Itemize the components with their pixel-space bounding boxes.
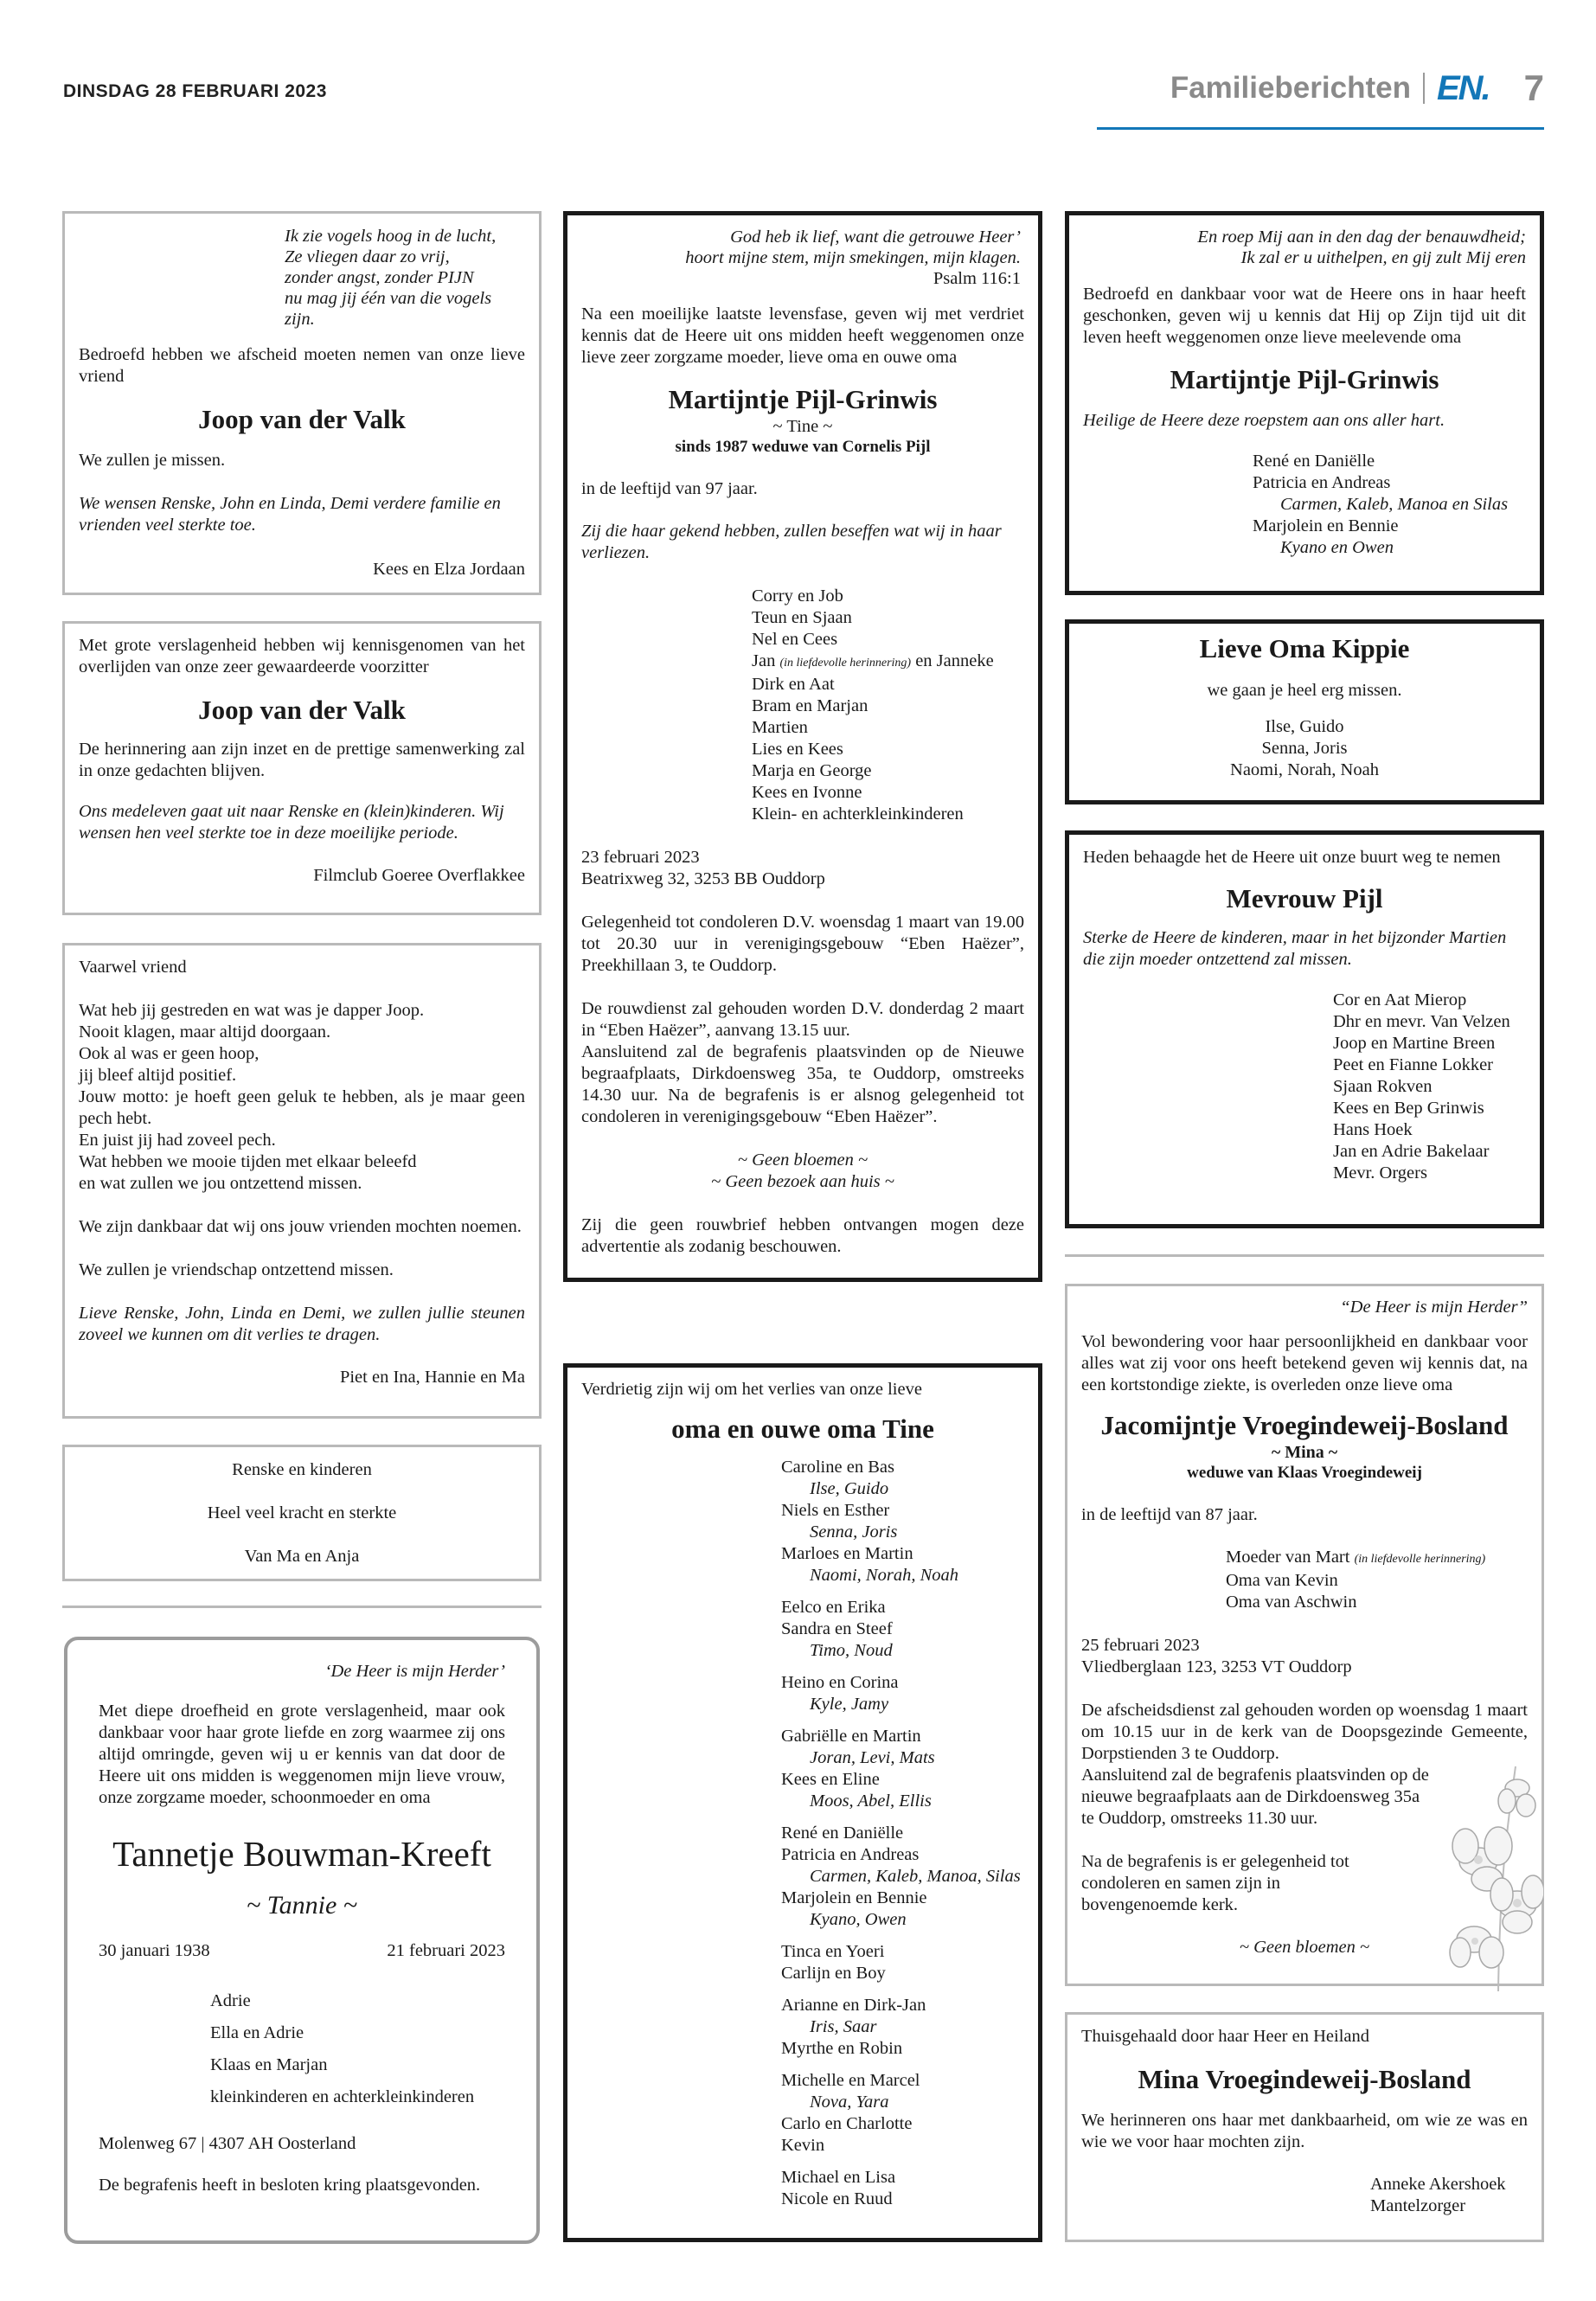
family-member: Iris, Saar — [810, 2017, 877, 2036]
neighbor: Dhr en mevr. Van Velzen — [1333, 1012, 1510, 1031]
family-member: Marjolein en Bennie — [1253, 516, 1399, 535]
deceased-name: Martijntje Pijl-Grinwis — [1170, 364, 1439, 394]
family-member: Naomi, Norah, Noah — [1230, 760, 1379, 779]
notice-quote: Zij die haar gekend hebben, zullen beseffen wat wij in haar verliezen. — [581, 522, 1002, 562]
family-member: Kyle, Jamy — [810, 1695, 889, 1714]
notice-friendship: We zullen je vriendschap ontzettend missen. — [79, 1260, 394, 1279]
family-member: Tinca en Yoeri — [781, 1942, 885, 1961]
family-member: Sandra en Steef — [781, 1619, 893, 1638]
life-dates — [99, 1940, 505, 1962]
notice-opening: Vaarwel vriend — [79, 958, 187, 977]
family-group — [781, 1672, 1024, 1715]
family-member: Oma van Aschwin — [1226, 1593, 1357, 1612]
poem-line: nu mag jij één van die vogels zijn. — [285, 289, 492, 329]
family-member: Patricia en Andreas — [781, 1845, 920, 1864]
family-group — [781, 2167, 1024, 2210]
deceased-name: Mevrouw Pijl — [1226, 883, 1383, 913]
family-member: Arianne en Dirk-Jan — [781, 1996, 926, 2015]
family-group — [781, 2070, 1024, 2157]
family-list — [752, 586, 1024, 825]
notice-quote: Sterke de Heere de kinderen, maar in het bijzonder Martien die zijn moeder ontzettend zal missen. — [1083, 928, 1507, 969]
family-member: Ilse, Guido — [810, 1479, 889, 1498]
after-line: Na de begrafenis is er gelegenheid tot — [1081, 1852, 1349, 1871]
notice-wish: Ons medeleven gaat uit naar Renske en (klein)kinderen. Wij wensen hen veel sterkte toe in deze moeilijke periode. — [79, 802, 504, 843]
notice-oma-kippie — [1065, 619, 1544, 804]
family-member: Naomi, Norah, Noah — [810, 1566, 958, 1585]
deceased-name: oma en ouwe oma Tine — [671, 1413, 934, 1444]
notice-quote: Heilige de Heere deze roepstem aan ons aller hart. — [1083, 411, 1445, 430]
poem-line: Ook al was er geen hoop, — [79, 1044, 260, 1063]
family-member: Myrthe en Robin — [781, 2039, 903, 2058]
death-date: 21 februari 2023 — [387, 1941, 505, 1960]
notice-motto: ‘De Heer is mijn Herder’ — [324, 1662, 505, 1681]
neighbor: Sjaan Rokven — [1333, 1077, 1433, 1096]
deceased-name: Mina Vroegindeweij-Bosland — [1138, 2064, 1471, 2094]
neighbor: Joop en Martine Breen — [1333, 1034, 1496, 1053]
notice-burial: Aansluitend zal de begrafenis plaatsvinden op de Nieuwe begraafplaats, Dirkdoensweg 35a, te Ouddorp, omstreeks 14.30 uur. Na de begrafenis is er alsnog gelegenheid tot condoleren in verenigingsgebouw “Eben Haëzer”. — [581, 1042, 1024, 1126]
notice-motto: “De Heer is mijn Herder” — [1340, 1298, 1528, 1317]
signature-line: Anneke Akershoek — [1370, 2175, 1506, 2194]
grandchildren-list — [781, 1457, 1024, 2210]
family-member: René en Daniëlle — [1253, 452, 1375, 471]
notice-intro: Heden behaagde het de Heere uit onze buurt weg te nemen — [1083, 848, 1501, 867]
notice-text: we gaan je heel erg missen. — [1207, 681, 1402, 700]
family-name: Jan — [752, 651, 776, 670]
birth-date: 30 januari 1938 — [99, 1941, 210, 1960]
family-member: kleinkinderen en achterkleinkinderen — [210, 2087, 475, 2106]
family-member: Carlo en Charlotte — [781, 2114, 913, 2133]
family-member: Senna, Joris — [810, 1522, 898, 1541]
family-member: Kyano en Owen — [1280, 538, 1394, 557]
notice-joop-jordaan — [62, 211, 542, 595]
family-member: Nel en Cees — [752, 630, 838, 649]
family-member: Corry en Job — [752, 586, 843, 606]
family-member: Moos, Abel, Ellis — [810, 1791, 932, 1811]
family-member: Ilse, Guido — [1265, 717, 1344, 736]
family-name: en Janneke — [915, 651, 994, 670]
notice-intro: Thuisgehaald door haar Heer en Heiland — [1081, 2027, 1369, 2046]
no-flowers: ~ Geen bloemen ~ — [1239, 1938, 1370, 1957]
notice-text: We herinneren ons haar met dankbaarheid, om wie ze was en wie we voor haar mochten zijn. — [1081, 2111, 1528, 2151]
neighbor: Cor en Aat Mierop — [1333, 990, 1467, 1009]
poem-line: Ik zie vogels hoog in de lucht, — [285, 227, 497, 246]
notice-address: Vliedberglaan 123, 3253 VT Ouddorp — [1081, 1657, 1352, 1676]
notice-signature: Kees en Elza Jordaan — [373, 560, 525, 579]
family-member: Carmen, Kaleb, Manoa en Silas — [1280, 495, 1509, 514]
notice-mevrouw-pijl — [1065, 830, 1544, 1228]
family-list — [1226, 1547, 1528, 1613]
after-line: bovengenoemde kerk. — [1081, 1895, 1239, 1914]
family-member: Timo, Noud — [810, 1641, 893, 1660]
deceased-name: Martijntje Pijl-Grinwis — [668, 384, 938, 414]
deceased-name: Joop van der Valk — [198, 404, 406, 434]
notice-mina — [1065, 2012, 1544, 2242]
family-member: Michael en Lisa — [781, 2168, 896, 2187]
poem-line: Wat heb jij gestreden en wat was je dapper Joop. — [79, 1001, 425, 1020]
family-member — [752, 651, 1024, 674]
family-member: Dirk en Aat — [752, 675, 835, 694]
family-member: Martien — [752, 718, 808, 737]
family-name: Moeder van Mart — [1226, 1548, 1350, 1567]
poem-line: Nooit klagen, maar altijd doorgaan. — [79, 1022, 331, 1042]
notice-martijntje-family — [563, 211, 1042, 1282]
poem-line: jij bleef altijd positief. — [79, 1066, 237, 1085]
family-member: Carlijn en Boy — [781, 1964, 886, 1983]
burial-line: nieuwe begraafplaats aan de Dirkdoensweg 35a — [1081, 1787, 1420, 1806]
family-member: Eelco en Erika — [781, 1598, 886, 1617]
notice-signature: Filmclub Goeree Overflakkee — [313, 866, 525, 885]
deceased-name: Joop van der Valk — [198, 695, 406, 725]
family-member: Lies en Kees — [752, 740, 843, 759]
en-logo: EN. — [1436, 68, 1490, 107]
family-member: Senna, Joris — [1261, 739, 1348, 758]
no-flowers: ~ Geen bloemen ~ — [737, 1150, 869, 1170]
memory-note: (in liefdevolle herinnering) — [1354, 1553, 1486, 1566]
notice-age: in de leeftijd van 97 jaar. — [581, 479, 758, 498]
notice-text: De herinnering aan zijn inzet en de prettige samenwerking zal in onze gedachten blijven. — [79, 740, 525, 780]
header-rule — [1097, 127, 1544, 130]
family-list — [210, 1985, 505, 2113]
family-member: Nicole en Ruud — [781, 2189, 893, 2208]
neighbor: Peet en Fianne Lokker — [1333, 1055, 1494, 1074]
family-member: Caroline en Bas — [781, 1458, 894, 1477]
signature-line: Mantelzorger — [1370, 2196, 1466, 2215]
farewell-poem — [79, 1000, 525, 1195]
widow-note: sinds 1987 weduwe van Cornelis Pijl — [675, 438, 931, 456]
page-date: DINSDAG 28 FEBRUARI 2023 — [63, 81, 327, 101]
family-member: Marja en George — [752, 761, 872, 780]
deceased-nickname: ~ Mina ~ — [1271, 1443, 1338, 1462]
family-group — [781, 1597, 1024, 1662]
family-group — [781, 1995, 1024, 2060]
column-divider — [1065, 1254, 1544, 1257]
after-line: condoleren en samen zijn in — [1081, 1874, 1280, 1893]
neighbor: Jan en Adrie Bakelaar — [1333, 1142, 1490, 1161]
deceased-name: Jacomijntje Vroegindeweij-Bosland — [1100, 1410, 1509, 1440]
notice-intro: Vol bewondering voor haar persoonlijkheid en dankbaar voor alles wat zij voor ons heeft betekend geven wij kennis dat, na een kortstondige ziekte, is overleden onze lieve oma — [1081, 1332, 1528, 1394]
family-member: Patricia en Andreas — [1253, 473, 1391, 492]
notice-address: Beatrixweg 32, 3253 BB Ouddorp — [581, 869, 825, 888]
deceased-name: Lieve Oma Kippie — [1199, 633, 1410, 663]
notice-renske — [62, 1445, 542, 1581]
notice-martijntje-grandchildren — [1065, 211, 1544, 595]
family-member: Kees en Eline — [781, 1770, 880, 1789]
family-member: Carmen, Kaleb, Manoa, Silas — [810, 1867, 1021, 1886]
family-member — [1226, 1547, 1528, 1570]
notice-service: De rouwdienst zal gehouden worden D.V. donderdag 2 maart in “Eben Haëzer”, aanvang 13.15 uur. — [581, 999, 1024, 1040]
bible-verse — [1083, 227, 1526, 268]
notice-line: Van Ma en Anja — [244, 1547, 360, 1566]
burial-line: te Ouddorp, omstreeks 11.30 uur. — [1081, 1809, 1318, 1828]
family-member: Klaas en Marjan — [210, 2055, 328, 2074]
verse-line: Ik zal er u uithelpen, en gij zult Mij eren — [1240, 248, 1526, 267]
notice-line: Renske en kinderen — [232, 1460, 372, 1479]
notice-signature: Piet en Ina, Hannie en Ma — [339, 1368, 525, 1387]
family-member: Ella en Adrie — [210, 2023, 304, 2042]
deceased-nickname: ~ Tine ~ — [772, 417, 833, 436]
header-separator — [1423, 73, 1425, 104]
family-member: Teun en Sjaan — [752, 608, 852, 627]
family-member: René en Daniëlle — [781, 1823, 904, 1843]
family-group — [781, 1457, 1024, 1586]
verse-line: God heb ik lief, want die getrouwe Heer’ — [730, 228, 1021, 247]
notice-line: Heel veel kracht en sterkte — [207, 1503, 397, 1522]
orchid-icon — [1448, 1766, 1543, 1991]
section-title: Familieberichten — [1170, 71, 1411, 105]
deceased-name: Tannetje Bouwman-Kreeft — [112, 1834, 491, 1874]
family-member: Kyano, Owen — [810, 1910, 907, 1929]
bible-verse — [581, 227, 1021, 289]
family-member: Nova, Yara — [810, 2093, 889, 2112]
notice-address: Molenweg 67 | 4307 AH Oosterland — [99, 2134, 356, 2153]
family-member: Marloes en Martin — [781, 1544, 913, 1563]
memory-note: (in liefdevolle herinnering) — [779, 657, 912, 670]
notice-age: in de leeftijd van 87 jaar. — [1081, 1505, 1258, 1524]
family-member: Heino en Corina — [781, 1673, 899, 1692]
family-list — [1253, 451, 1526, 559]
widow-note: weduwe van Klaas Vroegindeweij — [1187, 1464, 1422, 1482]
page-number: 7 — [1523, 67, 1544, 108]
poem-line: en wat zullen we jou ontzettend missen. — [79, 1174, 362, 1193]
verse-line: En roep Mij aan in den dag der benauwdheid; — [1197, 228, 1526, 247]
family-member: Michelle en Marcel — [781, 2071, 920, 2090]
notice-service: De afscheidsdienst zal gehouden worden op woensdag 1 maart om 10.15 uur in de kerk van de Doopsgezinde Gemeente, Dorpstienden 3 te Ouddorp. — [1081, 1701, 1528, 1763]
notice-date: 23 februari 2023 — [581, 848, 700, 867]
family-group — [781, 1941, 1024, 1984]
notice-vaarwel-vriend — [62, 943, 542, 1419]
notice-text: We zullen je missen. — [79, 451, 226, 470]
notice-wish: We wensen Renske, John en Linda, Demi verdere familie en vrienden veel sterkte toe. — [79, 494, 501, 535]
notice-wish: Lieve Renske, John, Linda en Demi, we zullen jullie steunen zoveel we kunnen om dit verlies te dragen. — [79, 1304, 525, 1344]
deceased-nickname: ~ Tannie ~ — [246, 1891, 358, 1920]
notice-note: Zij die geen rouwbrief hebben ontvangen mogen deze advertentie als zodanig beschouwen. — [581, 1215, 1024, 1256]
notice-funeral: De begrafenis heeft in besloten kring plaatsgevonden. — [99, 2176, 481, 2195]
poem-line: zonder angst, zonder PIJN — [285, 268, 474, 287]
family-member: Oma van Kevin — [1226, 1571, 1338, 1590]
notice-joop-filmclub — [62, 621, 542, 915]
notice-intro: Bedroefd hebben we afscheid moeten nemen van onze lieve vriend — [79, 345, 525, 386]
notice-intro: Verdrietig zijn wij om het verlies van onze lieve — [581, 1380, 922, 1399]
neighbor: Mevr. Orgers — [1333, 1163, 1427, 1183]
notice-jacomijntje — [1065, 1284, 1544, 1986]
family-member: Klein- en achterkleinkinderen — [752, 804, 964, 824]
notice-date: 25 februari 2023 — [1081, 1636, 1200, 1655]
column-divider — [62, 1606, 542, 1608]
burial-line: Aansluitend zal de begrafenis plaatsvinden op de — [1081, 1766, 1429, 1785]
notice-thanks: We zijn dankbaar dat wij ons jouw vrienden mochten noemen. — [79, 1217, 522, 1236]
notice-oma-tine — [563, 1363, 1042, 2242]
poem-line: Jouw motto: je hoeft geen geluk te hebben, als je maar geen pech hebt. — [79, 1087, 525, 1128]
poem-line: Ze vliegen daar zo vrij, — [285, 247, 450, 266]
family-group — [781, 1726, 1024, 1812]
poem-line: Wat hebben we mooie tijden met elkaar beleefd — [79, 1152, 417, 1171]
notice-intro: Na een moeilijke laatste levensfase, geven wij met verdriet kennis dat de Heere uit ons midden heeft weggenomen onze lieve zeer zorgzame moeder, lieve oma en ouwe oma — [581, 304, 1024, 367]
notice-intro: Met diepe droefheid en grote verslagenheid, maar ook dankbaar voor haar grote liefde en zorg waarmee zij ons altijd omringde, geven wij u er kennis van dat door de Heere uit ons midden is weggenomen mijn lieve vrouw, onze zorgzame moeder, schoonmoeder en oma — [99, 1702, 505, 1807]
neighbor: Hans Hoek — [1333, 1120, 1413, 1139]
family-member: Gabriëlle en Martin — [781, 1727, 921, 1746]
family-member: Marjolein en Bennie — [781, 1888, 927, 1907]
family-member: Kevin — [781, 2136, 825, 2155]
family-member: Bram en Marjan — [752, 696, 869, 715]
neighbors-list — [1333, 990, 1526, 1184]
poem-line: En juist jij had zoveel pech. — [79, 1131, 276, 1150]
family-member: Adrie — [210, 1991, 251, 2010]
notice-intro: Met grote verslagenheid hebben wij kennisgenomen van het overlijden van onze zeer gewaardeerde voorzitter — [79, 636, 525, 676]
family-member: Joran, Levi, Mats — [810, 1748, 935, 1767]
family-group — [781, 1823, 1024, 1931]
family-member: Kees en Ivonne — [752, 783, 862, 802]
poem — [285, 226, 525, 330]
no-visit: ~ Geen bezoek aan huis ~ — [711, 1172, 894, 1191]
family-member: Niels en Esther — [781, 1501, 890, 1520]
notice-intro: Bedroefd en dankbaar voor wat de Heere ons in haar heeft geschonken, geven wij u kennis dat Hij op Zijn tijd uit dit leven heeft weggenomen onze lieve meelevende oma — [1083, 285, 1526, 347]
notice-tannetje — [64, 1637, 540, 2244]
notice-condolence: Gelegenheid tot condoleren D.V. woensdag 1 maart van 19.00 tot 20.30 uur in verenigingsgebouw “Eben Haëzer”, Preekhillaan 3, te Ouddorp. — [581, 913, 1024, 975]
family-list — [1083, 716, 1526, 781]
notice-signature — [1370, 2174, 1528, 2217]
neighbor: Kees en Bep Grinwis — [1333, 1099, 1484, 1118]
psalm-reference: Psalm 116:1 — [933, 269, 1021, 288]
verse-line: hoort mijne stem, mijn smekingen, mijn klagen. — [685, 248, 1021, 267]
page-header — [1170, 67, 1544, 109]
